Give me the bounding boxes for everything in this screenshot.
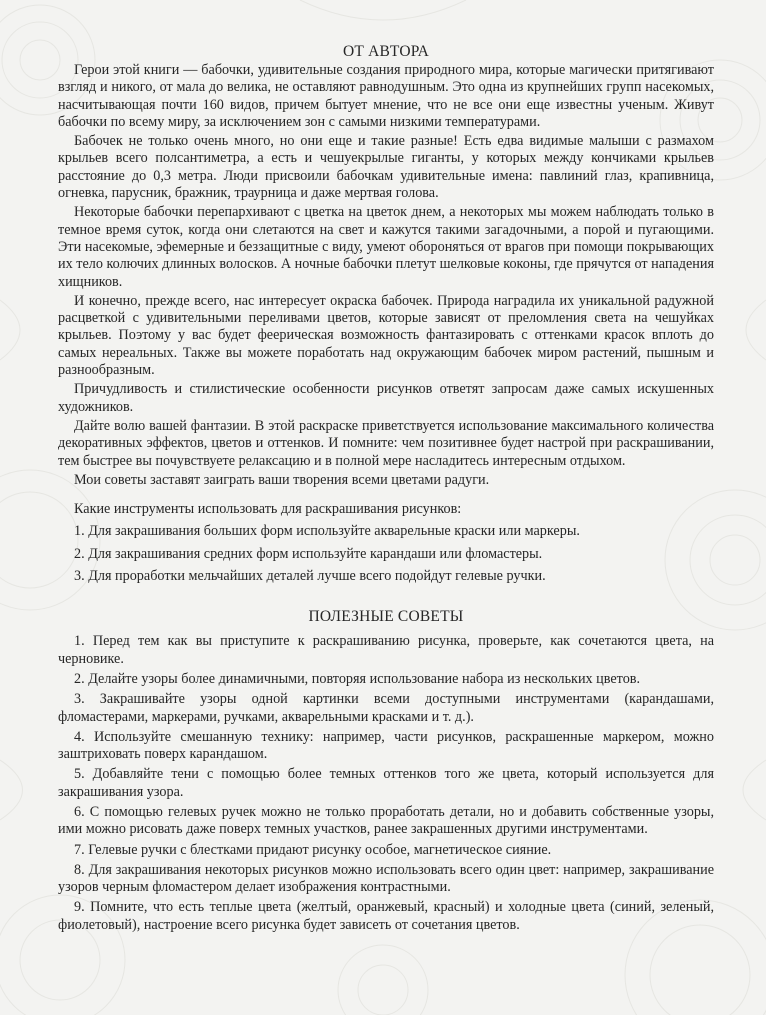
tools-intro: Какие инструменты использовать для раскрашивания рисунков: — [74, 501, 462, 518]
author-paragraph: Герои этой книги — бабочки, удивительные создания природного мира, которые магически притягивают взгляд и никого, от мала до велика, не оставляют равнодушным. Это одна из крупнейших групп насекомых, насчитывающая почти 160 видов, причем бытует мнение, что не все они еще известны ученым. Живут бабочки по всему миру, за исключением зон с самыми низкими температурами. — [58, 62, 714, 130]
author-paragraph: Дайте волю вашей фантазии. В этой раскраске приветствуется использование максимального количества декоративных эффектов, цветов и оттенков. И помните: чем позитивнее будет настрой при раскрашивании, тем быстрее вы почувствуете релаксацию и в полной мере насладитесь интересным отдыхом. — [58, 417, 714, 469]
page-content — [58, 42, 714, 937]
author-paragraph: Бабочек не только очень много, но они еще и такие разные! Есть едва видимые малыши с размахом крыльев всего полсантиметра, а есть и чешуекрылые гиганты, у которых между кончиками крыльев расстояние до 0,3 метра. Люди присвоили бабочкам удивительные имена: павлиний глаз, крапивница, огневка, парусник, бражник, траурница и даже мертвая голова. — [58, 133, 714, 202]
tip-item: 9. Помните, что есть теплые цвета (желтый, оранжевый, красный) и холодные цвета (синий, зеленый, фиолетовый), настроение всего рисунка будет зависеть от сочетания цветов. — [58, 899, 714, 933]
author-paragraph: И конечно, прежде всего, нас интересует окраска бабочек. Природа наградила их уникальной радужной расцветкой с удивительными переливами цветов, которые зависят от преломления света на чешуйках крыльев. Поэтому у вас будет феерическая возможность фантазировать с оттенками красок вплоть до самых нереальных. Также вы можете поработать над окружающим бабочек миром растений, пышным и разнообразным. — [58, 292, 714, 379]
tip-item: 4. Используйте смешанную технику: например, части рисунков, раскрашенные маркером, можно заштриховать поверх карандашом. — [58, 728, 714, 763]
tip-item: 2. Делайте узоры более динамичными, повторяя использование набора из нескольких цветов. — [74, 670, 641, 687]
tip-item: 7. Гелевые ручки с блестками придают рисунку особое, магнетическое сияние. — [74, 841, 552, 858]
tip-item: 5. Добавляйте тени с помощью более темных оттенков того же цвета, который используется для закрашивания узора. — [58, 766, 714, 800]
author-paragraph: Причудливость и стилистические особенности рисунков ответят запросам даже самых искушенных художников. — [58, 381, 714, 415]
tool-item: 2. Для закрашивания средних форм используйте карандаши или фломастеры. — [74, 545, 543, 562]
author-section-title: ОТ АВТОРА — [343, 43, 429, 60]
tool-item: 1. Для закрашивания больших форм используйте акварельные краски или маркеры. — [74, 523, 580, 540]
tip-item: 8. Для закрашивания некоторых рисунков можно использовать всего один цвет: например, закрашивание узоров черным фломастером делает изображения контрастными. — [58, 861, 714, 896]
tip-item: 3. Закрашивайте узоры одной картинки всеми доступными инструментами (карандашами, фломастерами, маркерами, ручками, акварельными красками и т. д.). — [58, 691, 714, 725]
author-paragraph: Мои советы заставят заиграть ваши творения всеми цветами радуги. — [74, 471, 490, 488]
tips-section-title: ПОЛЕЗНЫЕ СОВЕТЫ — [308, 608, 464, 626]
author-paragraph: Некоторые бабочки перепархивают с цветка на цветок днем, а некоторых мы можем наблюдать только в темное время суток, когда они слетаются на свет и кажутся такими загадочными, а порой и пугающими. Эти насекомые, эфемерные и беззащитные с виду, умеют обороняться от врагов при помощи покрывающих их тело колючих длинных волосков. А ночные бабочки плетут шелковые коконы, где прячутся от нападения хищников. — [58, 204, 714, 290]
tip-item: 6. С помощью гелевых ручек можно не только проработать детали, но и добавить собственные узоры, ими можно рисовать даже поверх темных участков, ранее закрашенных другими инструментами. — [58, 803, 714, 838]
tools-list — [58, 501, 714, 585]
tool-item: 3. Для проработки мельчайших деталей лучше всего подойдут гелевые ручки. — [74, 568, 546, 585]
tip-item: 1. Перед тем как вы приступите к раскрашиванию рисунка, проверьте, как сочетаются цвета, на черновике. — [58, 633, 714, 667]
tips-list — [58, 633, 714, 934]
